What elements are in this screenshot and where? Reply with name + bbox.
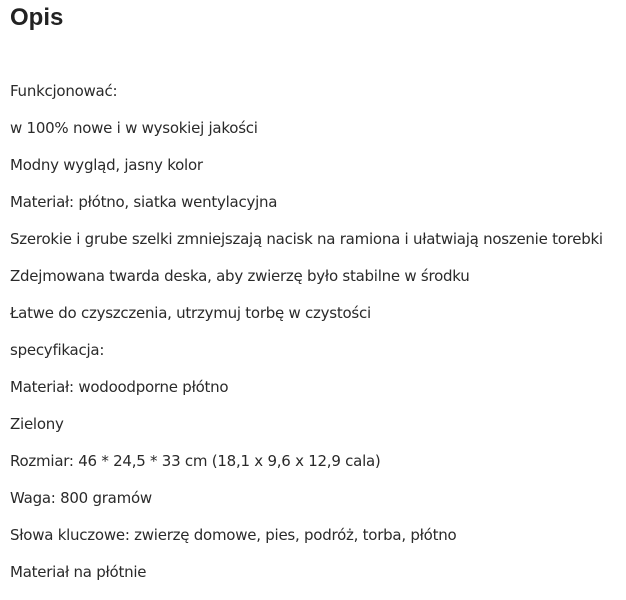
description-line: Modny wygląd, jasny kolor: [10, 156, 203, 174]
description-line: Zielony: [10, 415, 64, 433]
description-line: Rozmiar: 46 * 24,5 * 33 cm (18,1 x 9,6 x 12,9 cala): [10, 452, 381, 470]
description-line: Słowa kluczowe: zwierzę domowe, pies, podróż, torba, płótno: [10, 526, 457, 544]
description-line: Materiał: płótno, siatka wentylacyjna: [10, 193, 278, 211]
description-line: w 100% nowe i w wysokiej jakości: [10, 119, 258, 137]
description-text: [10, 81, 603, 599]
description-line: Materiał: wodoodporne płótno: [10, 378, 229, 396]
description-line: Zdejmowana twarda deska, aby zwierzę było stabilne w środku: [10, 267, 470, 285]
description-line: Szerokie i grube szelki zmniejszają nacisk na ramiona i ułatwiają noszenie torebki: [10, 230, 603, 248]
description-line: Łatwe do czyszczenia, utrzymuj torbę w czystości: [10, 304, 371, 322]
section-title: Opis: [10, 4, 64, 31]
description-line: Waga: 800 gramów: [10, 489, 152, 507]
description-line: Materiał na płótnie: [10, 563, 147, 581]
description-line: specyfikacja:: [10, 341, 105, 359]
description-line: Funkcjonować:: [10, 82, 118, 100]
